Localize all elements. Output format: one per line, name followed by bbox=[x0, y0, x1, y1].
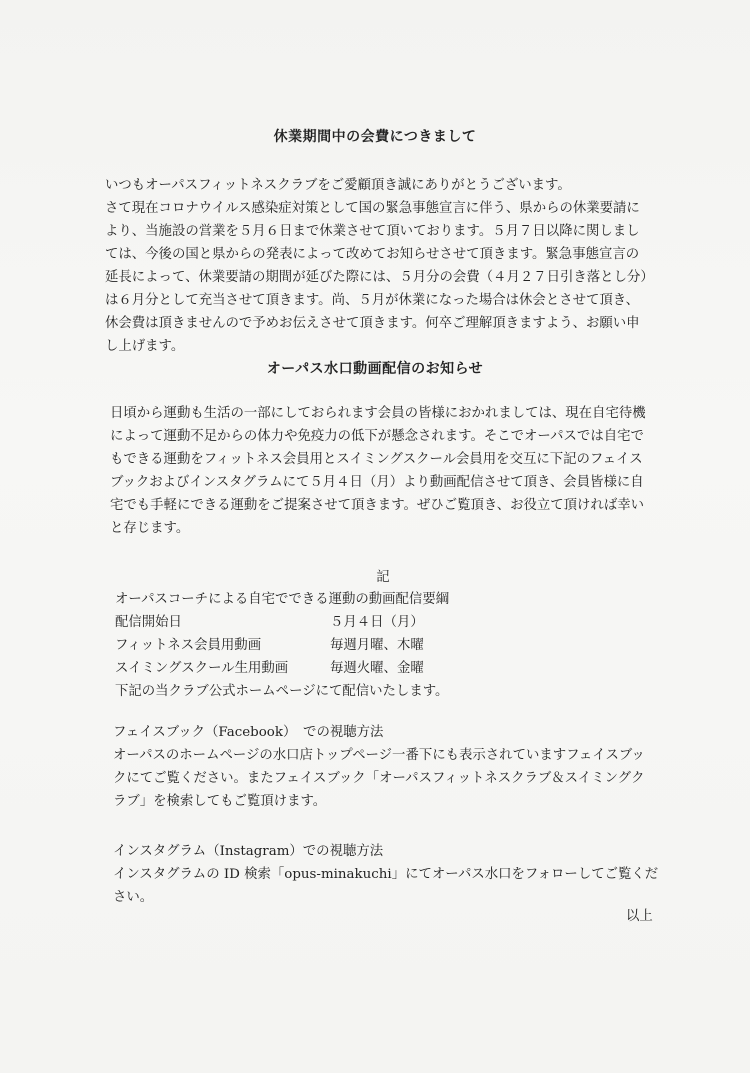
text-line: 日頃から運動も生活の一部にしておられます会員の皆様におかれましては、現在自宅待機 bbox=[110, 406, 646, 421]
text-line: ては、今後の国と県からの発表によって改めてお知らせさせて頂きます。緊急事態宣言の bbox=[105, 247, 640, 262]
text-line: ブックおよびインスタグラムにて５月４日（月）より動画配信させて頂き、会員皆様に自 bbox=[110, 475, 644, 490]
text-line: 宅でも手軽にできる運動をご提案させて頂きます。ぜひご覧頂き、お役立て頂ければ幸い bbox=[110, 498, 645, 513]
schedule-value: 毎週火曜、金曜 bbox=[330, 661, 424, 676]
schedule-row-start-date bbox=[115, 611, 424, 630]
schedule-label: フィットネス会員用動画 bbox=[115, 638, 262, 653]
facebook-heading: フェイスブック（Facebook） での視聴方法 bbox=[113, 725, 384, 740]
text-line: によって運動不足からの体力や免疫力の低下が懸念されます。そこでオーパスでは自宅で bbox=[110, 429, 644, 444]
text-line: ラブ」を検索してもご覧頂けます。 bbox=[113, 794, 327, 809]
closing-mark: 以上 bbox=[626, 909, 653, 924]
text-line: いつもオーパスフィットネスクラブをご愛顧頂き誠にありがとうございます。 bbox=[105, 178, 571, 193]
outline-title: オーパスコーチによる自宅でできる運動の動画配信要綱 bbox=[115, 592, 450, 607]
paragraph-video bbox=[110, 402, 646, 540]
instagram-heading: インスタグラム（Instagram）での視聴方法 bbox=[113, 844, 384, 859]
schedule-label: 配信開始日 bbox=[115, 615, 182, 630]
instagram-section bbox=[113, 840, 658, 909]
text-line: し上げます。 bbox=[105, 339, 185, 354]
text-line: さい。 bbox=[113, 890, 154, 905]
text-line: より、当施設の営業を５月６日まで休業させて頂いております。５月７日以降に関しまし bbox=[105, 224, 640, 239]
text-line: 延長によって、休業要請の期間が延びた際には、５月分の会費（４月２７日引き落とし分） bbox=[105, 270, 654, 285]
schedule-value: ５月４日（月） bbox=[330, 615, 424, 630]
facebook-section bbox=[113, 721, 645, 813]
text-line: インスタグラムの ID 検索「opus-minakuchi」にてオーパス水口をフォローしてご覧くだ bbox=[113, 867, 659, 882]
text-line: オーパスのホームページの水口店トップページ一番下にも表示されていますフェイスブッ bbox=[113, 748, 645, 763]
schedule-label: スイミングスクール生用動画 bbox=[115, 661, 289, 676]
schedule-row-fitness bbox=[115, 634, 424, 653]
schedule-row-swimming bbox=[115, 657, 424, 676]
text-line: と存じます。 bbox=[110, 521, 190, 536]
notice-title-video: オーパス水口動画配信のお知らせ bbox=[266, 361, 484, 377]
text-line: さて現在コロナウイルス感染症対策として国の緊急事態宣言に伴う、県からの休業要請に bbox=[105, 201, 640, 216]
text-line: は６月分として充当させて頂きます。尚、５月が休業になった場合は休会とさせて頂き、 bbox=[105, 293, 640, 308]
notice-title-fees: 休業期間中の会費につきまして bbox=[273, 129, 477, 145]
schedule-value: 毎週月曜、木曜 bbox=[330, 638, 424, 653]
outline-note: 下記の当クラブ公式ホームページにて配信いたします。 bbox=[115, 684, 449, 699]
paragraph-fees bbox=[105, 174, 654, 358]
ki-marker: 記 bbox=[376, 570, 390, 585]
text-line: クにてご覧ください。またフェイスブック「オーパスフィットネスクラブ＆スイミングク bbox=[113, 771, 645, 786]
text-line: 休会費は頂きませんので予めお伝えさせて頂きます。何卒ご理解頂きますよう、お願い申 bbox=[105, 316, 640, 331]
text-line: もできる運動をフィットネス会員用とスイミングスクール会員用を交互に下記のフェイス bbox=[110, 452, 643, 467]
